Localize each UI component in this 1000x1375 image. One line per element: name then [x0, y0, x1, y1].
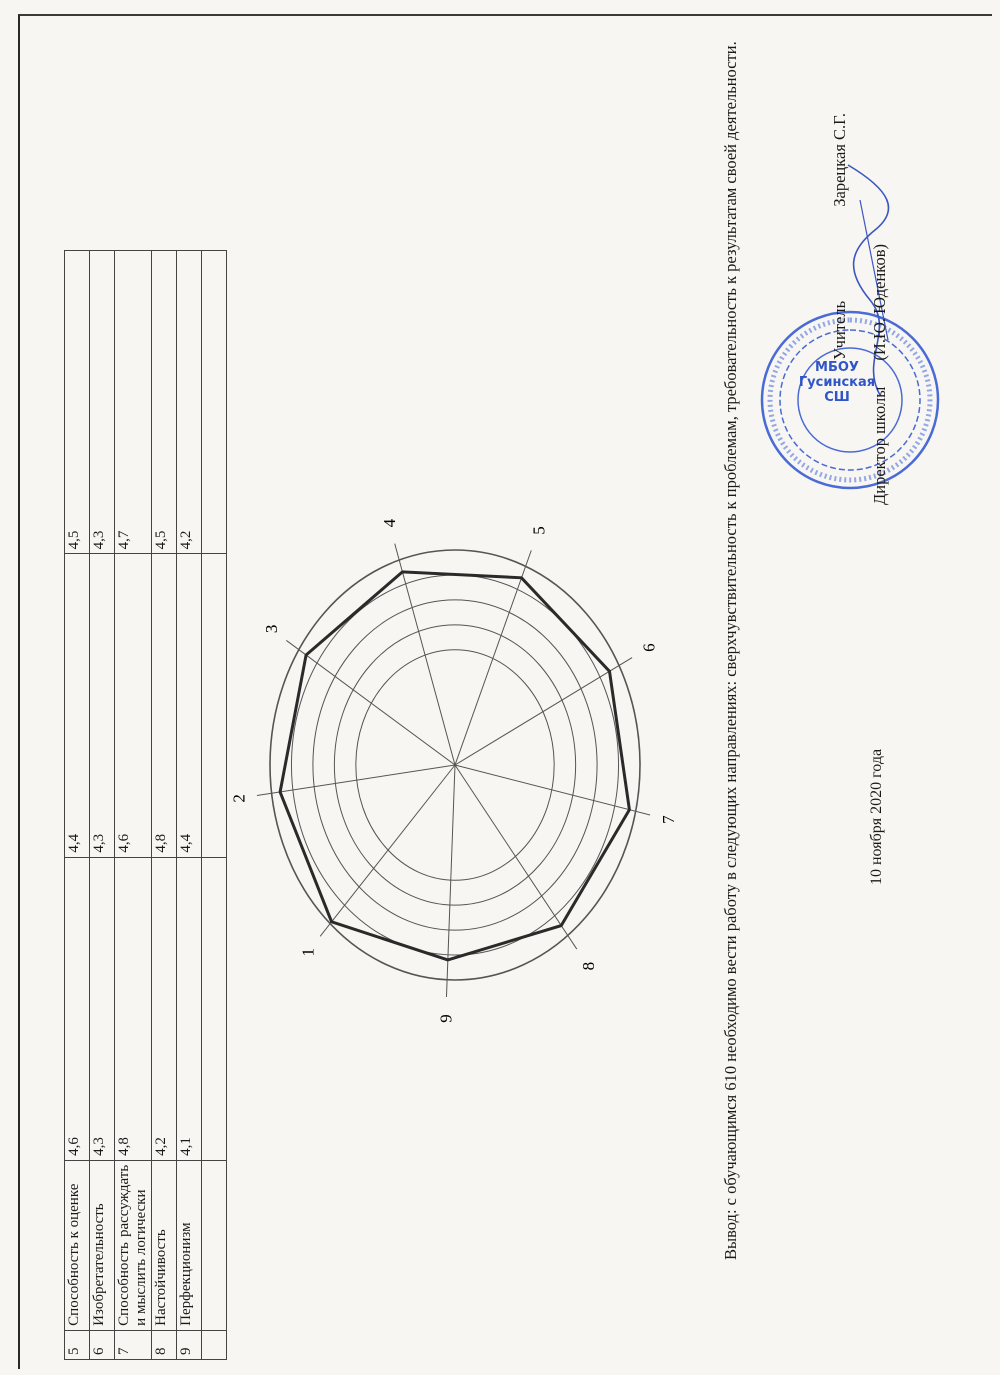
row-value-2: 4,8 — [152, 554, 177, 857]
row-number: 5 — [65, 1330, 90, 1359]
radar-axis-labels — [230, 518, 679, 1022]
conclusion-text: Вывод: с обучающимся 610 необходимо вести работу в следующих направлениях: сверхчувствительность к проблемам, требовательность к результатам своей деятельности. — [721, 41, 740, 1260]
row-value-3: 4,5 — [65, 251, 90, 554]
row-value-1: 4,6 — [65, 857, 90, 1160]
seal-center-text: МБОУ Гусинская СШ — [798, 360, 876, 405]
radar-axis-label: 6 — [639, 643, 659, 652]
row-value-2: 4,3 — [90, 554, 115, 857]
radar-axis-label: 7 — [659, 815, 679, 824]
row-value-3: 4,3 — [90, 251, 115, 554]
row-value-1: 4,8 — [115, 857, 152, 1160]
table-row — [65, 251, 90, 1360]
radar-axis — [286, 640, 455, 765]
row-value-2: 4,4 — [177, 554, 202, 857]
radar-axis — [455, 658, 632, 765]
director-signature-line — [870, 244, 890, 505]
row-name: Способность рассуждать и мыслить логически — [115, 1160, 152, 1330]
row-value-3: 4,5 — [152, 251, 177, 554]
document-date: 10 ноября 2020 года — [868, 748, 885, 885]
radar-axis-label: 9 — [436, 1014, 456, 1023]
radar-axis — [455, 765, 650, 815]
radar-axis-label: 3 — [261, 624, 281, 634]
table-row — [152, 251, 177, 1360]
row-number: 9 — [177, 1330, 202, 1359]
director-name: (И.Ю. Юденков) — [870, 244, 889, 361]
scores-table — [64, 250, 227, 1360]
director-role: Директор школы — [870, 386, 889, 505]
row-number: 8 — [152, 1330, 177, 1359]
row-value-1: 4,1 — [177, 857, 202, 1160]
radar-axis-label: 8 — [579, 961, 599, 971]
radar-axis — [455, 765, 577, 949]
radar-grid — [257, 544, 650, 997]
radar-axis — [455, 550, 531, 765]
table-row — [90, 251, 115, 1360]
row-value-2: 4,4 — [65, 554, 90, 857]
row-value-2: 4,6 — [115, 554, 152, 857]
row-number: 6 — [90, 1330, 115, 1359]
row-name: Изобретательность — [90, 1160, 115, 1330]
row-name: Перфекционизм — [177, 1160, 202, 1330]
teacher-role: Учитель — [830, 300, 849, 360]
radar-axis-label: 1 — [298, 947, 318, 957]
radar-axis — [446, 765, 455, 997]
radar-axis-label: 4 — [380, 518, 400, 528]
row-value-3: 4,2 — [177, 251, 202, 554]
radar-chart — [215, 485, 695, 1045]
row-value-3: 4,7 — [115, 251, 152, 554]
radar-axis — [395, 544, 455, 765]
table-row — [115, 251, 152, 1360]
teacher-name: Зарецкая С.Г. — [830, 113, 849, 207]
row-name: Настойчивость — [152, 1160, 177, 1330]
table-row — [177, 251, 202, 1360]
radar-axis-label: 2 — [229, 794, 249, 803]
row-value-1: 4,2 — [152, 857, 177, 1160]
row-value-1: 4,3 — [90, 857, 115, 1160]
radar-axis-label: 5 — [529, 526, 549, 535]
row-number: 7 — [115, 1330, 152, 1359]
row-name: Способность к оценке — [65, 1160, 90, 1330]
